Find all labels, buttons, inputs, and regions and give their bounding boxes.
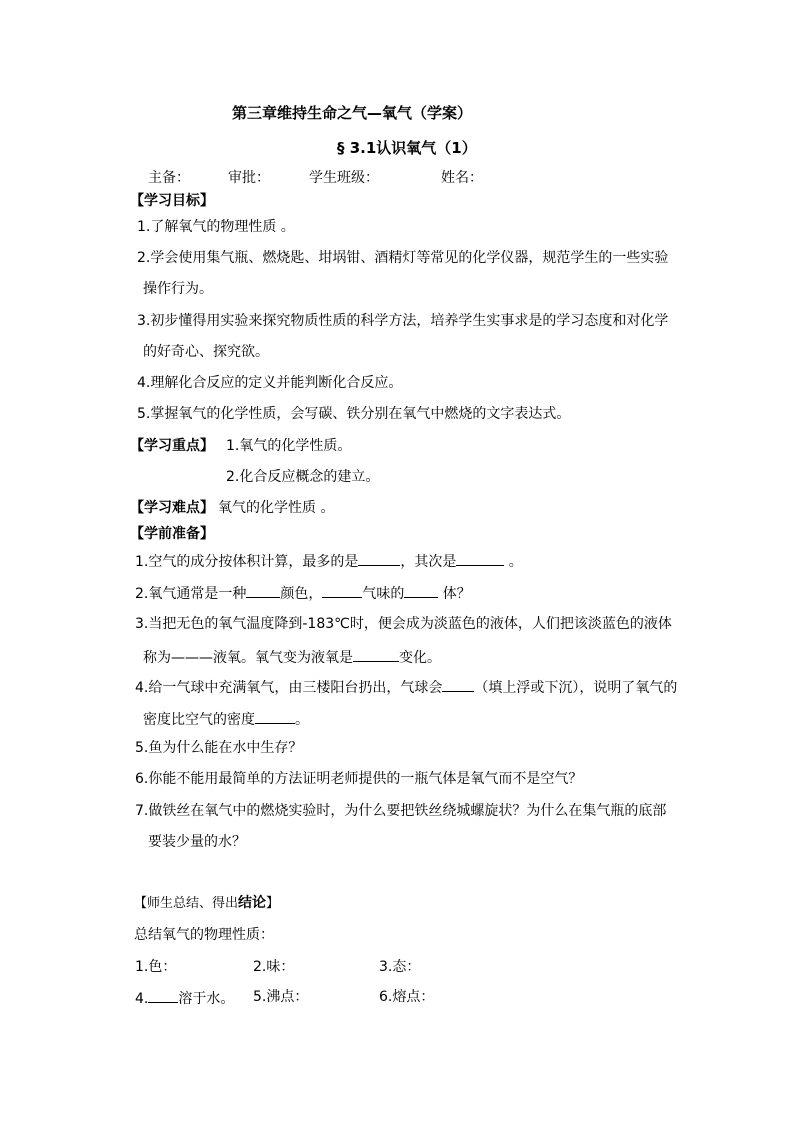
q2-blank-3[interactable]: [404, 583, 438, 598]
p4-text-b: 溶于水。: [178, 991, 235, 1007]
keypoint-1: 1.氧气的化学性质。: [226, 438, 352, 454]
q4-blank-1[interactable]: [442, 677, 474, 692]
difficulty-heading: 【学习难点】: [130, 500, 214, 516]
page-title: 第三章维持生命之气—氧气（学案）: [232, 104, 473, 122]
q1-blank-2[interactable]: [456, 551, 504, 566]
q2-text-a: 2.氧气通常是一种: [135, 586, 247, 602]
q1-text-c: 。: [504, 554, 523, 570]
q2-text-d: 体？: [438, 586, 471, 602]
q4-text-d: 。: [295, 712, 309, 728]
prep-q7b: 要装少量的水？: [148, 834, 246, 850]
q2-text-b: 颜色，: [280, 586, 323, 602]
summary-p4: [135, 988, 234, 1008]
prep-q2: [135, 583, 471, 603]
prep-q7a: 7.做铁丝在氧气中的燃烧实验时，为什么要把铁丝绕城螺旋状？为什么在集气瓶的底部: [135, 803, 667, 819]
meta-banji: 学生班级：: [309, 170, 379, 186]
q1-blank-1[interactable]: [358, 551, 400, 566]
keypoints-heading: 【学习重点】: [130, 438, 214, 454]
q2-blank-2[interactable]: [322, 583, 362, 598]
summary-p3: 3.态：: [379, 959, 421, 975]
meta-zhubei: 主备：: [148, 170, 190, 186]
goal-3b: 的好奇心、探究欲。: [143, 344, 269, 360]
q4-blank-2[interactable]: [255, 709, 295, 724]
prep-q3a: 3.当把无色的氧气温度降到-183℃时，便会成为淡蓝色的液体，人们把该淡蓝色的液体: [135, 616, 672, 632]
p4-text-a: 4.: [135, 991, 149, 1007]
prep-heading: 【学前准备】: [130, 526, 214, 542]
summary-heading-b: 结论: [238, 895, 267, 911]
difficulty-text: 氧气的化学性质 。: [218, 500, 335, 516]
q4-text-c: 密度比空气的密度: [143, 712, 255, 728]
goal-4: 4.理解化合反应的定义并能判断化合反应。: [137, 375, 403, 391]
meta-xingming: 姓名：: [441, 170, 483, 186]
goal-2b: 操作行为。: [143, 281, 213, 297]
prep-q4a: [135, 677, 677, 697]
q2-text-c: 气味的: [362, 586, 405, 602]
summary-intro: 总结氧气的物理性质：: [134, 927, 274, 943]
q3-blank[interactable]: [353, 647, 399, 662]
keypoint-2: 2.化合反应概念的建立。: [226, 469, 380, 485]
summary-heading-a: 【师生总结、得出: [134, 896, 239, 911]
summary-p1: 1.色：: [135, 959, 177, 975]
prep-q5: 5.鱼为什么能在水中生存？: [135, 740, 303, 756]
summary-heading-c: 】: [266, 896, 280, 911]
q4-text-b: （填上浮或下沉），说明了氧气的: [474, 680, 678, 696]
summary-p5: 5.沸点：: [253, 989, 309, 1005]
prep-q6: 6.你能不能用最简单的方法证明老师提供的一瓶气体是氧气而不是空气？: [135, 771, 583, 787]
summary-heading: [134, 894, 279, 913]
q4-text-a: 4.给一气球中充满氧气，由三楼阳台扔出，气球会: [135, 680, 443, 696]
summary-p6: 6.熔点：: [379, 989, 435, 1005]
page-subtitle: § 3.1认识氧气（1）: [337, 139, 477, 157]
goals-heading: 【学习目标】: [130, 193, 214, 209]
summary-p2: 2.味：: [253, 959, 295, 975]
q3-text-b: 称为———液氧。氧气变为液氧是: [143, 650, 353, 666]
prep-q4b: [143, 709, 309, 729]
q1-text-b: ，其次是: [400, 554, 457, 570]
q2-blank-1[interactable]: [246, 583, 280, 598]
goal-5: 5.掌握氧气的化学性质，会写碳、铁分别在氧气中燃烧的文字表达式。: [137, 406, 571, 422]
goal-1: 1.了解氧气的物理性质 。: [137, 219, 295, 235]
prep-q1: [135, 551, 523, 571]
prep-q3b: [143, 647, 441, 667]
q1-text-a: 1.空气的成分按体积计算，最多的是: [135, 554, 359, 570]
goal-3a: 3.初步懂得用实验来探究物质性质的科学方法，培养学生实事求是的学习态度和对化学: [137, 313, 669, 329]
p4-blank[interactable]: [148, 988, 178, 1003]
goal-2a: 2.学会使用集气瓶、燃烧匙、坩埚钳、酒精灯等常见的化学仪器，规范学生的一些实验: [137, 250, 669, 266]
meta-shenpi: 审批：: [228, 170, 270, 186]
q3-text-c: 变化。: [399, 650, 441, 666]
